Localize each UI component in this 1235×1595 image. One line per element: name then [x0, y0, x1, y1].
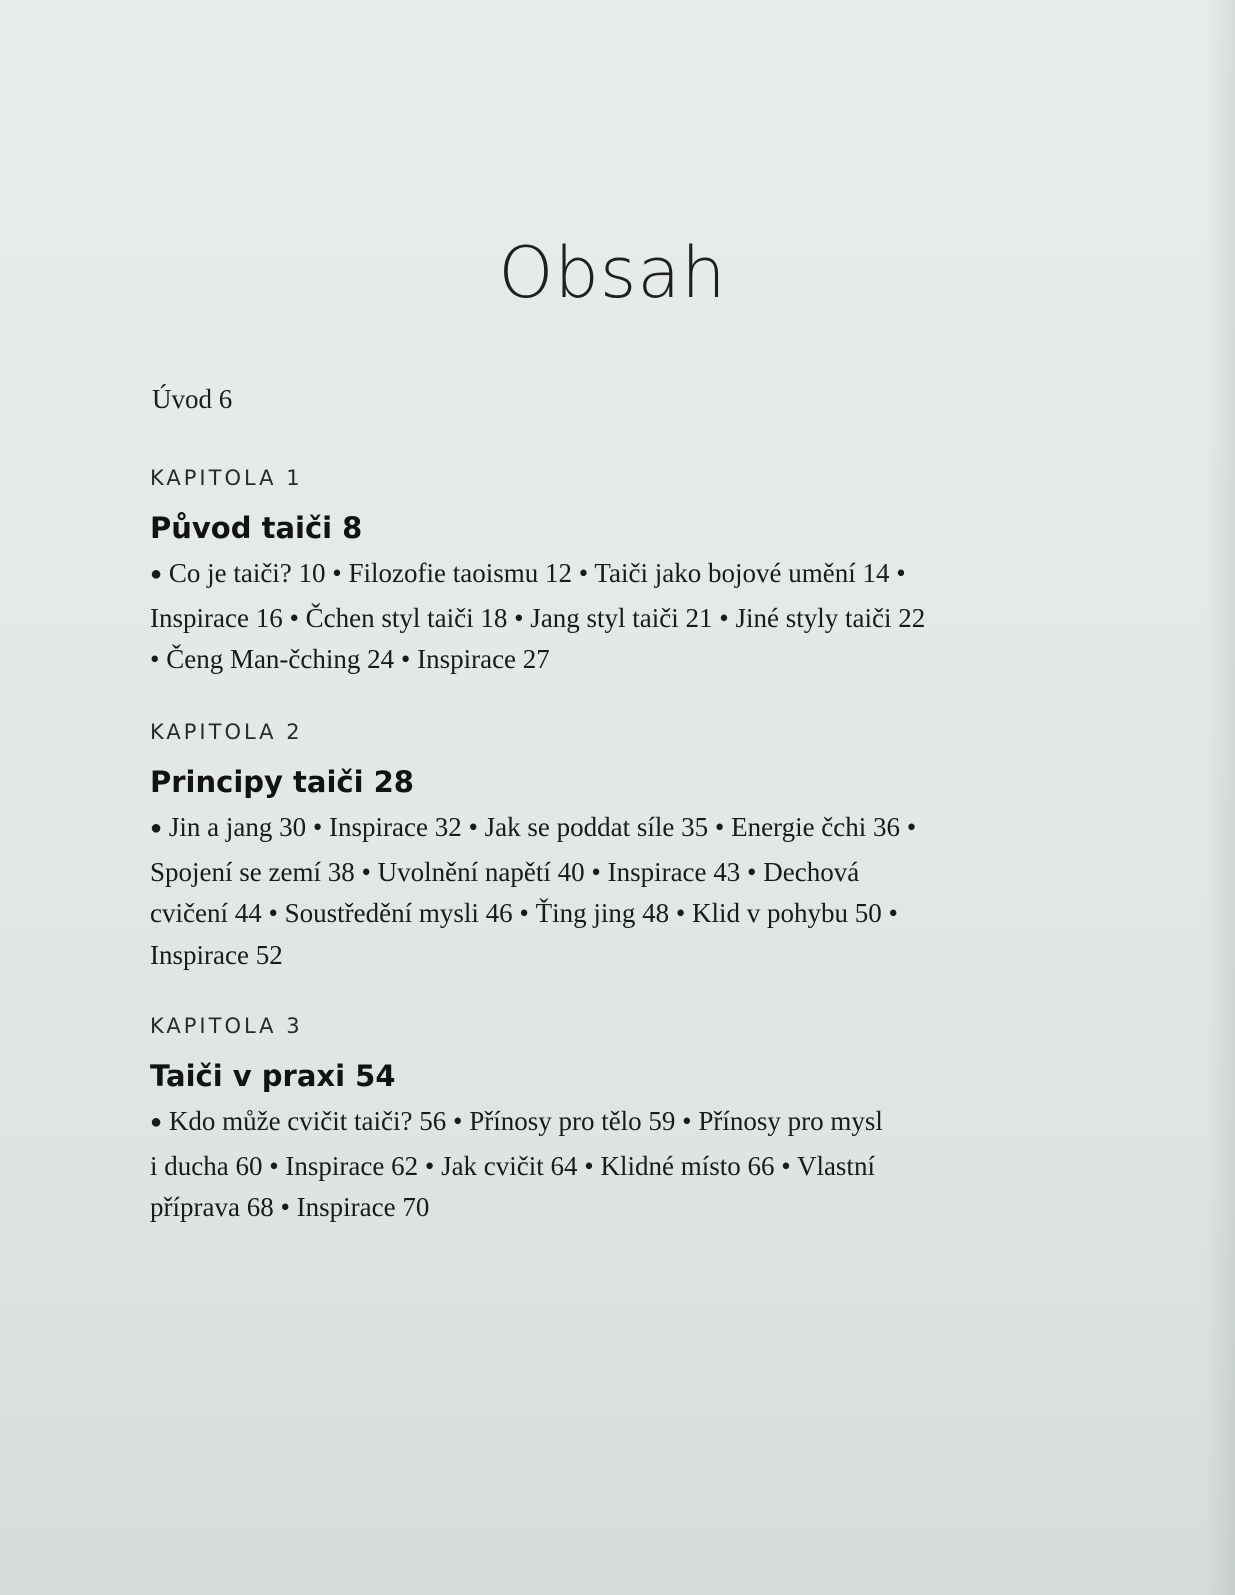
entry-text: Kdo může cvičit taiči? 56 • Přínosy pro tělo 59 • Přínosy pro mysl	[168, 1106, 883, 1136]
chapter-3-section	[150, 1011, 1050, 1229]
chapter-2-section	[150, 717, 1050, 976]
bullet-icon: ●	[150, 1111, 163, 1133]
entry-line	[150, 1101, 1050, 1146]
chapter-label: KAPITOLA 2	[150, 720, 303, 744]
entry-line: • Čeng Man-čching 24 • Inspirace 27	[150, 644, 550, 674]
chapter-title: Principy taiči 28	[150, 765, 414, 799]
entry-line	[150, 807, 1050, 852]
entry-text: Co je taiči? 10 • Filozofie taoismu 12 • Taiči jako bojové umění 14 •	[168, 558, 906, 588]
chapter-title: Taiči v praxi 54	[150, 1059, 396, 1093]
chapter-1-section	[150, 463, 1050, 681]
entry-line: Inspirace 52	[150, 939, 283, 970]
entry-text: Jin a jang 30 • Inspirace 32 • Jak se poddat síle 35 • Energie čchi 36 •	[168, 812, 917, 842]
entry-line: cvičení 44 • Soustředění mysli 46 • Ťing jing 48 • Klid v pohybu 50 •	[150, 898, 899, 928]
entry-line: Inspirace 16 • Čchen styl taiči 18 • Jang styl taiči 21 • Jiné styly taiči 22	[150, 602, 926, 633]
toc-intro-entry: Úvod 6	[152, 384, 233, 414]
entry-line: příprava 68 • Inspirace 70	[150, 1192, 430, 1222]
chapter-entries	[150, 807, 1050, 976]
chapter-label: KAPITOLA 3	[150, 1014, 303, 1038]
chapter-label: KAPITOLA 1	[150, 466, 303, 490]
entry-line: Spojení se zemí 38 • Uvolnění napětí 40 • Inspirace 43 • Dechová	[150, 856, 860, 887]
bullet-icon: ●	[150, 563, 163, 585]
entry-line	[150, 553, 1050, 598]
entry-line: i ducha 60 • Inspirace 62 • Jak cvičit 64 • Klidné místo 66 • Vlastní	[150, 1150, 875, 1181]
chapter-entries	[150, 553, 1050, 681]
chapter-title: Původ taiči 8	[150, 511, 363, 545]
page-title: Obsah	[498, 232, 727, 314]
bullet-icon: ●	[150, 817, 163, 839]
chapter-entries	[150, 1101, 1050, 1229]
